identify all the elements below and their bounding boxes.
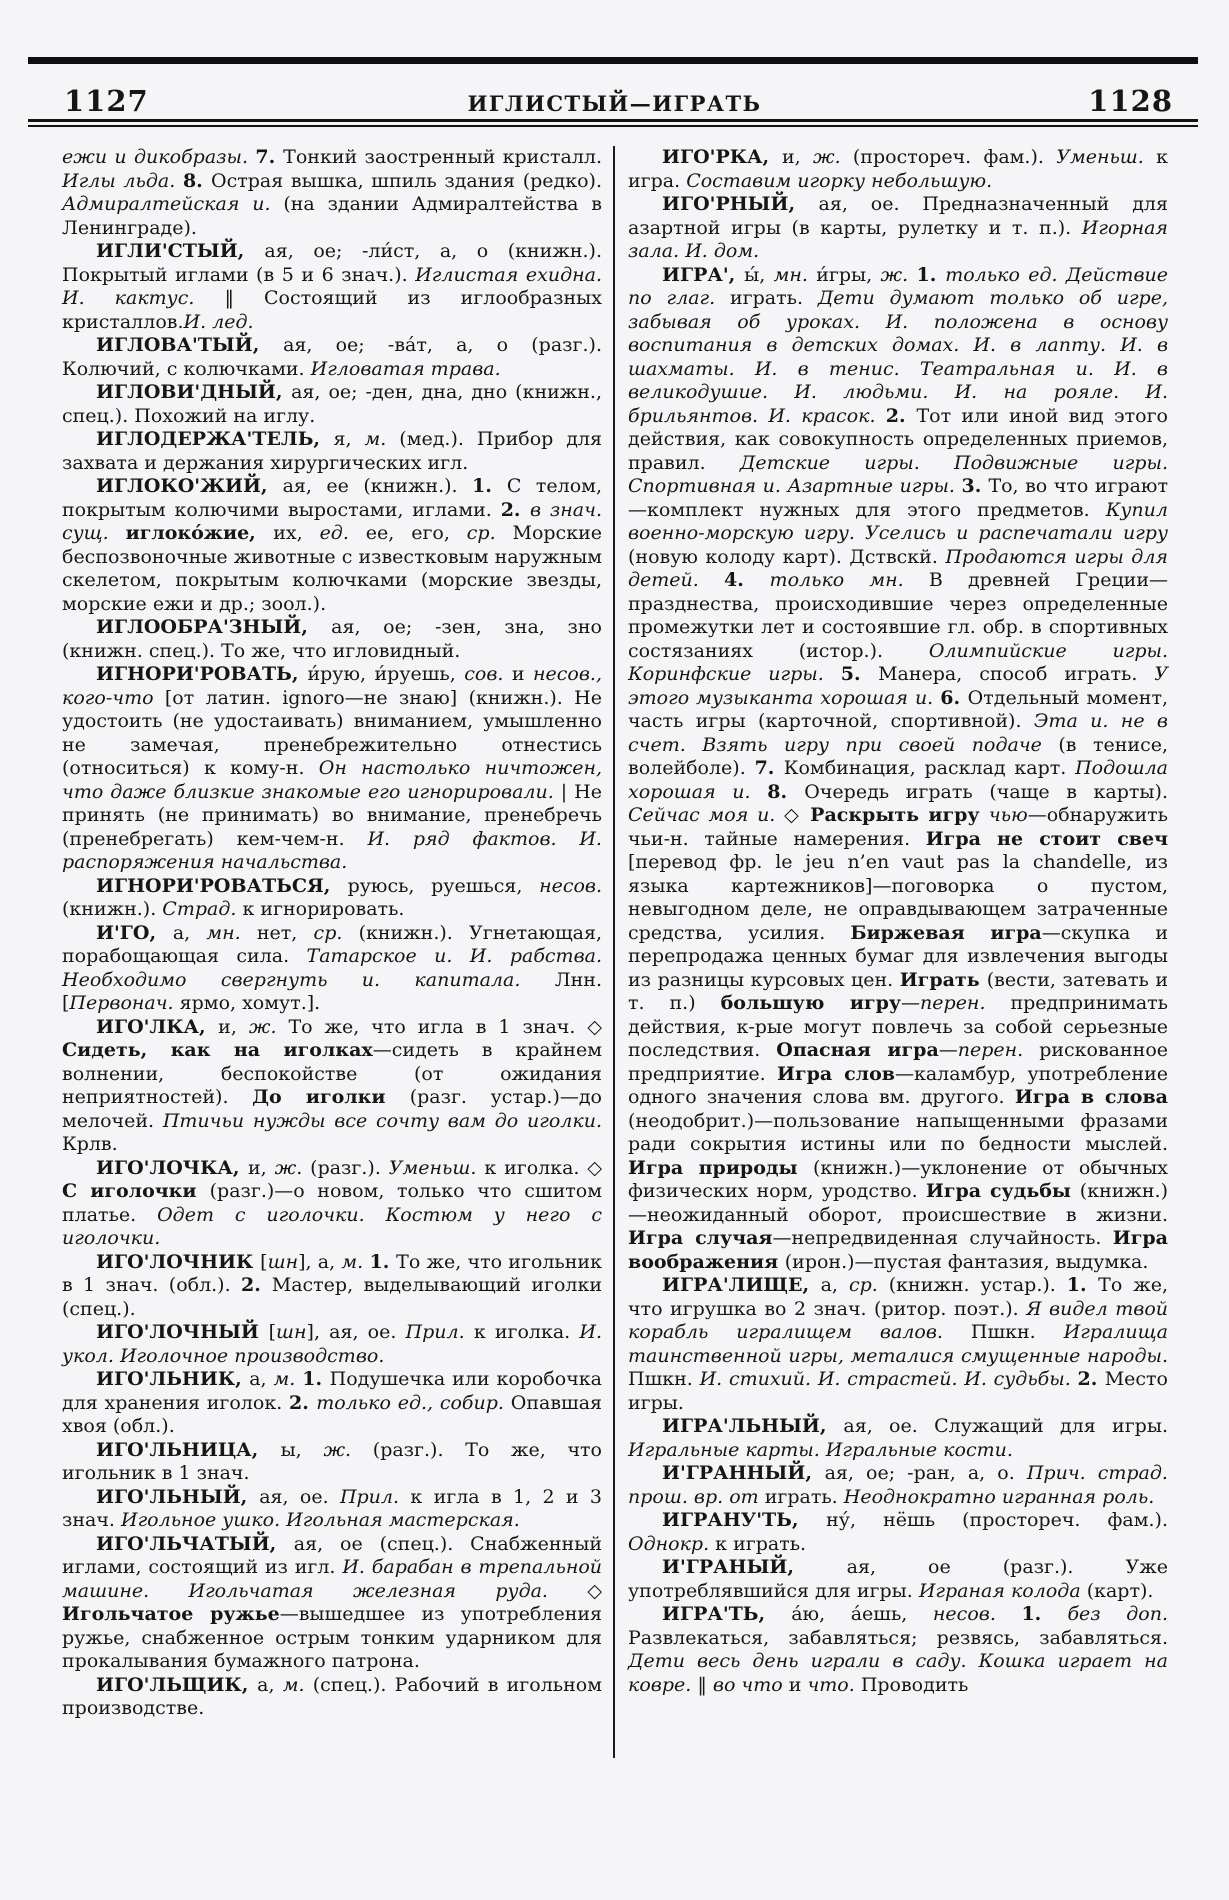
entry-paragraph-left-17: ИГО'ЛЬНЫЙ, ая, ое. Прил. к игла в 1, 2 и 3 знач. Игольное ушко. Игольная мастерская. bbox=[62, 1485, 602, 1531]
entry-paragraph-left-8: ИГНОРИ'РОВАТЬ, и́рую, и́руешь, сов. и несов., кого-что [от латин. ignoro—не знаю] (книжн.). Не удостоить (не удостаивать) вниманием, умышленно не замечая, пренебрежительно отнестись (относиться) к кому-н. Он настолько ничтожен, что даже близкие знакомые его игнорировали. | Не принять (не принимать) во внимание, пренебречь (пренебрегать) кем-чем-н. И. ряд фактов. И. распоряжения начальства. bbox=[62, 663, 603, 873]
page-top-rule bbox=[28, 57, 1198, 64]
entry-paragraph-left-7: ИГЛООБРА'ЗНЫЙ, ая, ое; -зен, зна, зно (книжн. спец.). То же, что игловидный. bbox=[62, 616, 602, 662]
running-head: ИГЛИСТЫЙ—ИГРАТЬ bbox=[467, 91, 762, 116]
entry-paragraph-left-2: ИГЛИ'СТЫЙ, ая, ое; -ли́ст, а, о (книжн.). Покрытый иглами (в 5 и 6 знач.). Иглистая ехидна. И. кактус. ‖ Состоящий из иглообразных кристаллов.И. лед. bbox=[62, 240, 602, 333]
entry-paragraph-left-1: ежи и дикобразы. 7. Тонкий заостренный кристалл. Иглы льда. 8. Острая вышка, шпиль здания (редко). Адмиралтейская и. (на здании Адмиралтейства в Ленинграде). bbox=[62, 146, 603, 239]
entry-paragraph-right-5: ИГРА'ЛЬНЫЙ, ая, ое. Служащий для игры. Игральные карты. Игральные кости. bbox=[628, 1415, 1169, 1461]
entry-paragraph-right-1: ИГО'РКА, и, ж. (простореч. фам.). Уменьш. к игра. Составим игорку небольшую. bbox=[628, 146, 1169, 192]
entry-paragraph-left-3: ИГЛОВА'ТЫЙ, ая, ое; -ва́т, а, о (разг.). Колючий, с колючками. Игловатая трава. bbox=[62, 334, 602, 380]
entry-paragraph-left-19: ИГО'ЛЬЩИК, а, м. (спец.). Рабочий в игольном производстве. bbox=[62, 1673, 602, 1719]
entry-paragraph-right-6: И'ГРАННЫЙ, ая, ое; -ран, а, о. Прич. страд. прош. вр. от играть. Неоднократно игранная роль. bbox=[628, 1462, 1168, 1508]
entry-paragraph-right-8: И'ГРАНЫЙ, ая, ое (разг.). Уже употреблявшийся для игры. Играная колода (карт). bbox=[628, 1556, 1168, 1602]
entry-paragraph-left-4: ИГЛОВИ'ДНЫЙ, ая, ое; -ден, дна, дно (книжн., спец.). Похожий на иглу. bbox=[62, 381, 602, 427]
entry-paragraph-right-2: ИГО'РНЫЙ, ая, ое. Предназначенный для азартной игры (в карты, рулетку и т. п.). Игорная зала. И. дом. bbox=[628, 193, 1168, 262]
entry-paragraph-left-15: ИГО'ЛЬНИК, а, м. 1. Подушечка или коробочка для хранения иголок. 2. только ед., собир. Опавшая хвоя (обл.). bbox=[62, 1368, 603, 1437]
entry-paragraph-left-16: ИГО'ЛЬНИЦА, ы, ж. (разг.). То же, что игольник в 1 знач. bbox=[62, 1438, 602, 1484]
left-column bbox=[62, 146, 602, 1721]
entry-paragraph-left-11: ИГО'ЛКА, и, ж. То же, что игла в 1 знач. ◇ Сидеть, как на иголках—сидеть в крайнем волнении, беспокойстве (от ожидания неприятностей). До иголки (разг. устар.)—до мелочей. Птичьи нужды все сочту вам до иголки. Крлв. bbox=[62, 1015, 602, 1155]
header-double-rule bbox=[28, 119, 1198, 127]
entry-paragraph-right-9: ИГРА'ТЬ, а́ю, а́ешь, несов. 1. без доп. Развлекаться, забавляться; резвясь, забавляться. Дети весь день играли в саду. Кошка играет на ковре. ‖ во что и что. Проводить bbox=[628, 1603, 1168, 1696]
page-number-right: 1128 bbox=[1088, 84, 1173, 118]
entry-paragraph-left-5: ИГЛОДЕРЖА'ТЕЛЬ, я, м. (мед.). Прибор для захвата и держания хирургических игл. bbox=[62, 428, 602, 474]
entry-paragraph-left-13: ИГО'ЛОЧНИК [шн], а, м. 1. То же, что игольник в 1 знач. (обл.). 2. Мастер, выделывающий иголки (спец.). bbox=[62, 1250, 602, 1320]
right-column bbox=[628, 146, 1168, 1697]
entry-paragraph-right-7: ИГРАНУ'ТЬ, ну́, нёшь (простореч. фам.). Однокр. к играть. bbox=[628, 1509, 1168, 1555]
page-number-left: 1127 bbox=[64, 84, 149, 118]
entry-paragraph-left-12: ИГО'ЛОЧКА, и, ж. (разг.). Уменьш. к иголка. ◇ С иголочки (разг.)—о новом, только что сшитом платье. Одет с иголочки. Костюм у него с иголочки. bbox=[62, 1156, 602, 1249]
entry-paragraph-left-10: И'ГО, а, мн. нет, ср. (книжн.). Угнетающая, порабощающая сила. Татарское и. И. рабства. Необходимо свергнуть и. капитала. Лнн. [Первонач. ярмо, хомут.]. bbox=[62, 921, 603, 1014]
entry-paragraph-right-4: ИГРА'ЛИЩЕ, а, ср. (книжн. устар.). 1. То же, что игрушка во 2 знач. (ритор. поэт.). Я видел твой корабль игралищем валов. Пшкн. Игралища таинственной игры, металися смущенные народы. Пшкн. И. стихий. И. страстей. И. судьбы. 2. Место игры. bbox=[628, 1274, 1168, 1414]
entry-paragraph-left-9: ИГНОРИ'РОВАТЬСЯ, руюсь, руешься, несов. (книжн.). Страд. к игнорировать. bbox=[62, 874, 602, 920]
column-divider-rule bbox=[613, 146, 615, 1758]
entry-paragraph-right-3: ИГРА', ы́, мн. и́гры, ж. 1. только ед. Действие по глаг. играть. Дети думают только об игре, забывая об уроках. И. положена в основу воспитания в детских домах. И. в лапту. И. в шахматы. И. в тенис. Театральная и. И. в великодушие. И. людьми. И. на рояле. И. брильянтов. И. красок. 2. Тот или иной вид этого действия, как совокупность определенных приемов, правил. Детские игры. Подвижные игры. Спортивная и. Азартные игры. 3. То, во что играют—комплект нужных для этого предметов. Купил военно-морскую игру. Уселись и распечатали игру (новую колоду карт). Дствскй. Продаются игры для детей. 4. только мн. В древней Греции—празднества, происходившие через определенные промежутки лет и состоявшие гл. обр. в спортивных состязаниях (истор.). Олимпийские игры. Коринфские игры. 5. Манера, способ играть. У этого музыканта хорошая и. 6. Отдельный момент, часть игры (карточной, спортивной). Эта и. не в счет. Взять игру при своей подаче (в тенисе, волейболе). 7. Комбинация, расклад карт. Подошла хорошая и. 8. Очередь играть (чаще в карты). Сейчас моя и. ◇ Раскрыть игру чью—обнаружить чьи-н. тайные намерения. Игра не стоит свеч [перевод фр. le jeu n’en vaut pas la chandelle, из языка картежников]—поговорка о пустом, невыгодном деле, не оправдывающем затраченные средства, усилия. Биржевая игра—скупка и перепродажа ценных бумаг для извлечения выгоды из разницы курсовых цен. Играть (вести, затевать и т. п.) большую игру—перен. предпринимать действия, к-рые могут повлечь за собой серьезные последствия. Опасная игра—перен. рискованное предприятие. Игра слов—каламбур, употребление одного значения слова вм. другого. Игра в слова (неодобрит.)—пользование напыщенными фразами ради сокрытия истины или по бедности мыслей. Игра природы (книжн.)—уклонение от обычных физических норм, уродство. Игра судьбы (книжн.)—неожиданный оборот, происшествие в жизни. Игра случая—непредвиденная случайность. Игра воображения (ирон.)—пустая фантазия, выдумка. bbox=[628, 263, 1169, 1273]
entry-paragraph-left-18: ИГО'ЛЬЧАТЫЙ, ая, ое (спец.). Снабженный иглами, состоящий из игл. И. барабан в трепальной машине. Игольчатая железная руда. ◇ Игольчатое ружье—вышедшее из употребления ружье, снабженное острым тонким ударником для прокалывания бумажного патрона. bbox=[62, 1532, 603, 1672]
entry-paragraph-left-14: ИГО'ЛОЧНЫЙ [шн], ая, ое. Прил. к иголка. И. укол. Иголочное производство. bbox=[62, 1321, 602, 1367]
entry-paragraph-left-6: ИГЛОКО'ЖИЙ, ая, ее (книжн.). 1. С телом, покрытым колючими выростами, иглами. 2. в знач. сущ. иглоко́жие, их, ед. ее, его, ср. Морские беспозвоночные животные с известковым наружным скелетом, покрытым колючками (морские звезды, морские ежи и др.; зоол.). bbox=[62, 475, 602, 615]
